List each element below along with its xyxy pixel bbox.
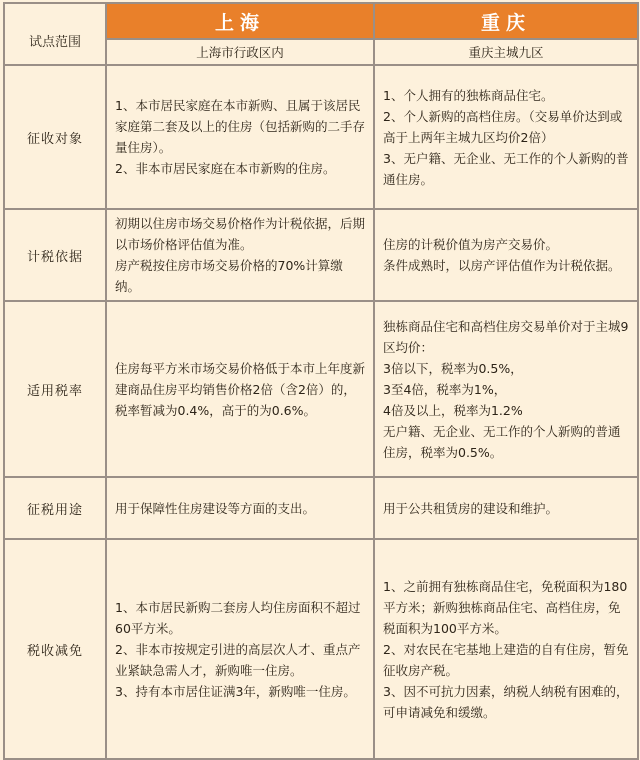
cell-paragraph: 3、持有本市居住证满3年，新购唯一住房。 [115,683,356,699]
cell-paragraph: 房产税按住房市场交易价格的70%计算缴纳。 [115,258,343,294]
shanghai-tax-usage [106,477,374,539]
chongqing-tax-basis [374,209,638,301]
cell-paragraph: 4倍及以上，税率为1.2% [383,402,523,418]
table-row [4,539,638,759]
shanghai-tax-basis [106,209,374,301]
corner-label: 试点范围 [28,34,81,50]
chongqing-scope: 重庆主城九区 [374,39,638,65]
chongqing-tax-rate [374,301,638,477]
cell-paragraph: 无户籍、无企业、无工作的个人新购的普通住房，税率为0.5%。 [383,423,621,460]
cell-paragraph: 1、个人拥有的独栋商品住宅。 [383,87,554,103]
chongqing-tax-usage [374,477,638,539]
cell-paragraph: 2、非本市居民家庭在本市新购的住房。 [115,161,336,176]
cell-paragraph: 3至4倍，税率为1%， [383,381,507,397]
row-label-tax-usage: 征税用途 [4,477,106,539]
cell-paragraph: 1、本市居民家庭在本市新购、且属于该居民家庭第二套及以上的住房（包括新购的二手存量住房）。 [115,98,366,155]
table-row [4,301,638,477]
cell-paragraph: 独栋商品住宅和高档住房交易单价对于主城9区均价： [383,318,629,355]
cell-paragraph: 3、因不可抗力因素，纳税人纳税有困难的，可申请减免和缓缴。 [383,683,629,720]
cell-paragraph: 2、非本市按规定引进的高层次人才、重点产业紧缺急需人才，新购唯一住房。 [115,641,361,678]
shanghai-header: 上海 [106,3,374,39]
row-label-tax-basis: 计税依据 [4,209,106,301]
cell-paragraph: 用于保障性住房建设等方面的支出。 [115,500,316,516]
cell-paragraph: 初期以住房市场交易价格作为计税依据，后期以市场价格评估值为准。 [115,216,366,252]
cell-paragraph: 住房的计税价值为房产交易价。 [383,237,559,252]
cell-paragraph: 1、本市居民新购二套房人均住房面积不超过60平方米。 [115,599,361,636]
shanghai-tax-rate [106,301,374,477]
property-tax-comparison-table [3,2,639,760]
chongqing-tax-relief [374,539,638,759]
shanghai-scope: 上海市行政区内 [106,39,374,65]
chongqing-collection-target [374,65,638,209]
corner-header-cell [4,3,106,65]
cell-paragraph: 2、个人新购的高档住房。（交易单价达到或高于上两年主城九区均价2倍） [383,108,623,145]
cell-paragraph: 2、对农民在宅基地上建造的自有住房，暂免征收房产税。 [383,641,629,678]
row-label-tax-relief: 税收减免 [4,539,106,759]
row-label-collection-target: 征收对象 [4,65,106,209]
cell-paragraph: 条件成熟时，以房产评估值作为计税依据。 [383,258,621,273]
cell-paragraph: 用于公共租赁房的建设和维护。 [383,500,559,516]
cell-paragraph: 3倍以下，税率为0.5%， [383,360,523,376]
chongqing-header: 重庆 [374,3,638,39]
cell-paragraph: 3、无户籍、无企业、无工作的个人新购的普通住房。 [383,150,629,187]
shanghai-collection-target [106,65,374,209]
cell-paragraph: 1、之前拥有独栋商品住宅，免税面积为180平方米；新购独栋商品住宅、高档住房，免税面积为100平方米。 [383,578,628,636]
cell-paragraph: 住房每平方米市场交易价格低于本市上年度新建商品住房平均销售价格2倍（含2倍）的，税率暂减为0.4%，高于的为0.6%。 [115,360,366,418]
table-row [4,209,638,301]
table-row [4,65,638,209]
shanghai-tax-relief [106,539,374,759]
row-label-tax-rate: 适用税率 [4,301,106,477]
table-row [4,477,638,539]
